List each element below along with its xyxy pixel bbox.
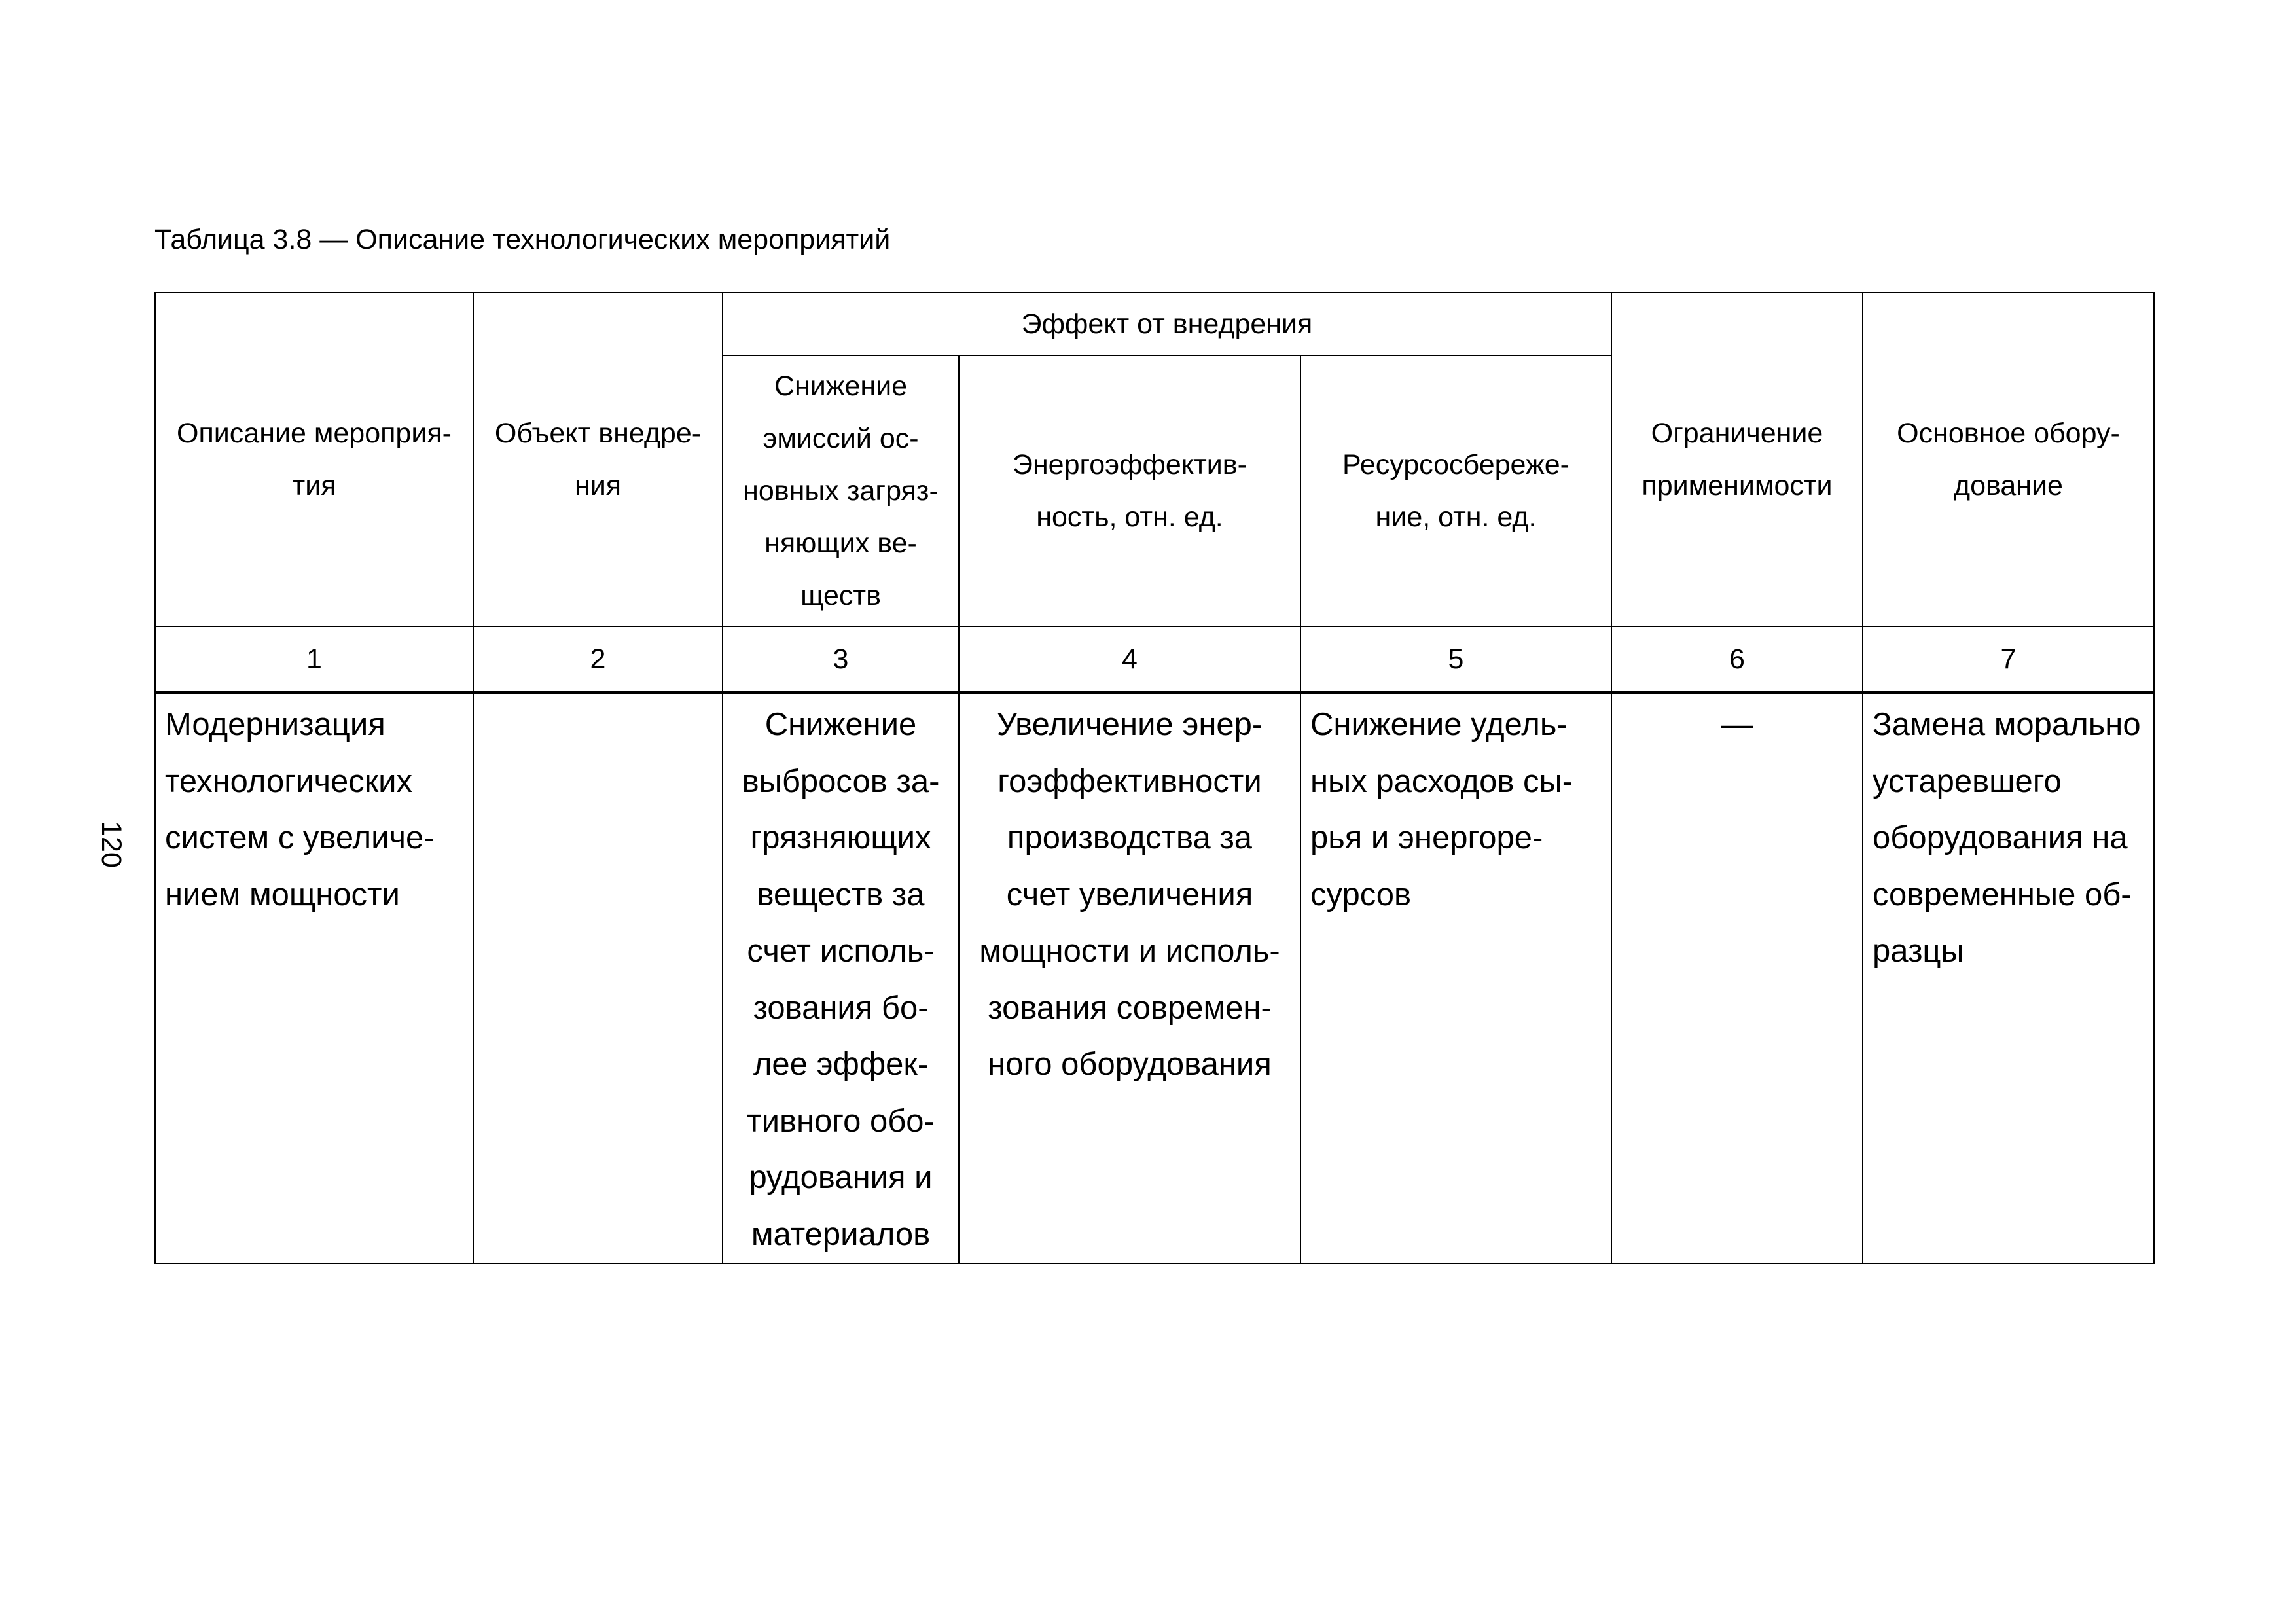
column-number: 1 (155, 626, 473, 692)
column-number: 7 (1863, 626, 2154, 692)
column-number-row (155, 626, 2154, 692)
cell-equipment: Замена морально устаревшего оборудования на современные об- разцы (1863, 693, 2154, 1263)
header-equipment: Основное обору- дование (1863, 293, 2154, 626)
column-number: 4 (959, 626, 1300, 692)
cell-object (473, 693, 723, 1263)
header-row-group (155, 293, 2154, 355)
column-number: 2 (473, 626, 723, 692)
cell-energy: Увеличение энер- гоэффективности производства за счет увеличения мощности и исполь- зования современ- ного оборудования (959, 693, 1300, 1263)
header-description: Описание мероприя- тия (155, 293, 473, 626)
header-energy: Энергоэффектив- ность, отн. ед. (959, 355, 1300, 626)
cell-limitation: — (1611, 693, 1863, 1263)
header-emissions: Снижение эмиссий ос- новных загряз- няющих ве- ществ (723, 355, 959, 626)
header-object: Объект внедре- ния (473, 293, 723, 626)
column-number: 6 (1611, 626, 1863, 692)
table-caption: Таблица 3.8 — Описание технологических мероприятий (154, 224, 891, 255)
cell-resource: Снижение удель- ных расходов сы- рья и энергоре- сурсов (1300, 693, 1611, 1263)
column-number: 3 (723, 626, 959, 692)
measures-table (154, 292, 2155, 1264)
column-number: 5 (1300, 626, 1611, 692)
cell-emissions: Снижение выбросов за- грязняющих веществ за счет исполь- зования бо- лее эффек- тивного обо- рудования и материалов (723, 693, 959, 1263)
header-resource: Ресурсосбереже- ние, отн. ед. (1300, 355, 1611, 626)
cell-description: Модернизация технологических систем с увеличе- нием мощности (155, 693, 473, 1263)
table-row (155, 693, 2154, 1263)
header-limitation: Ограничение применимости (1611, 293, 1863, 626)
page-number: 120 (96, 821, 127, 868)
header-effect-group: Эффект от внедрения (723, 293, 1611, 355)
